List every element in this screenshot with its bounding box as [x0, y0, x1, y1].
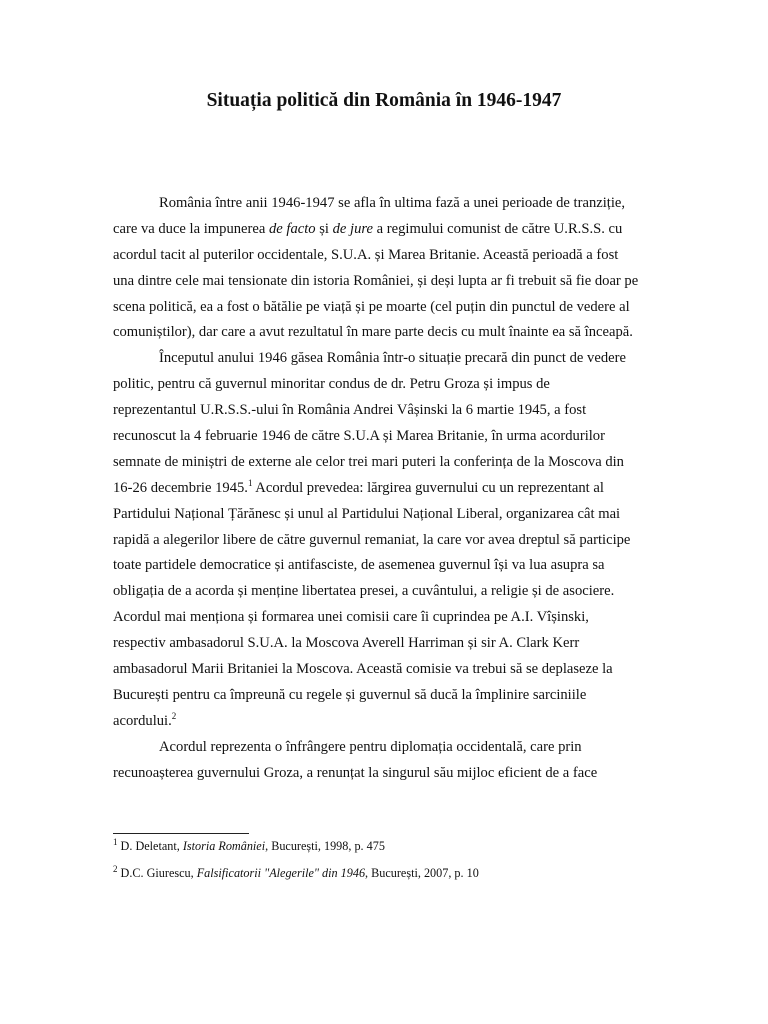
- text-run: Acordul reprezenta o înfrângere pentru diplomația occidentală, care prin: [159, 738, 582, 755]
- text-line: [113, 424, 658, 450]
- text-run: toate partidele democratice și antifasciste, de asemenea guvernul își va lua asupra sa: [113, 557, 605, 574]
- italic-text: Istoria României: [182, 839, 266, 853]
- text-line: [113, 243, 658, 269]
- text-run: , București, 1998, p. 475: [265, 839, 385, 853]
- text-line: [113, 761, 658, 787]
- text-run: recunoscut la 4 februarie 1946 de către S.U.A și Marea Britanie, în urma acordurilor: [113, 428, 605, 445]
- text-line: [113, 605, 658, 631]
- text-line: [113, 295, 658, 321]
- text-line: [113, 217, 658, 243]
- text-line: [113, 346, 658, 372]
- text-run: semnate de miniștri de externe ale celor trei mari puteri la conferința de la Moscova din: [113, 453, 624, 470]
- page-title: Situația politică din România în 1946-1947: [206, 90, 562, 111]
- footnote-ref: 1: [247, 477, 253, 488]
- body-text: [113, 191, 658, 786]
- text-run: Acordul mai menționa și formarea unei comisii care îi cuprindea pe A.I. Vîșinski,: [113, 609, 589, 626]
- text-line: [113, 657, 658, 683]
- text-run: România între anii 1946-1947 se afla în ultima fază a unei perioade de tranziție,: [159, 195, 626, 211]
- footnote-ref: 2: [171, 710, 177, 721]
- footnote-number: 1: [113, 837, 118, 847]
- footnote: [113, 839, 658, 854]
- text-run: care va duce la impunerea: [113, 220, 269, 237]
- footnote-number: 2: [113, 864, 118, 874]
- footnote: [113, 866, 658, 881]
- text-line: [113, 553, 658, 579]
- text-line: [113, 579, 658, 605]
- text-line: [113, 735, 658, 761]
- text-run: București pentru ca împreună cu regele și guvernul să ducă la împlinire sarciniile: [113, 686, 587, 703]
- text-run: Partidului Național Țărănesc și unul al Partidului Național Liberal, organizarea cât mai: [113, 505, 621, 522]
- text-line: [113, 476, 658, 502]
- text-run: recunoașterea guvernului Groza, a renunțat la singurul său mijloc eficient de a face: [113, 764, 598, 781]
- text-run: acordul tacit al puterilor occidentale, S.U.A. și Marea Britanie. Această perioadă a fost: [113, 246, 619, 263]
- text-run: 16-26 decembrie 1945.: [113, 479, 248, 496]
- text-line: [113, 528, 658, 554]
- text-line: [113, 683, 658, 709]
- text-line: [113, 450, 658, 476]
- text-run: obligația de a acorda și menține libertatea presei, a cuvântului, a religie și de asociere.: [113, 583, 615, 600]
- text-run: D.C. Giurescu,: [117, 866, 197, 880]
- italic-text: de facto: [268, 220, 316, 237]
- text-run: scena politică, ea a fost o bătălie pe viață și pe moarte (cel puțin din punctul de vedere al: [113, 298, 630, 315]
- text-line: [113, 372, 658, 398]
- text-line: [113, 320, 658, 346]
- text-run: Acordul prevedea: lărgirea guvernului cu un reprezentant al: [252, 479, 604, 496]
- footnotes: [113, 833, 658, 893]
- text-run: acordului.: [113, 712, 172, 729]
- text-line: [113, 631, 658, 657]
- text-run: a regimului comunist de către U.R.S.S. cu: [373, 220, 623, 237]
- text-run: una dintre cele mai tensionate din istoria României, și deși lupta ar fi trebuit să fie doar pe: [113, 272, 639, 289]
- text-run: ambasadorul Marii Britaniei la Moscova. Această comisie va trebui să se deplaseze la: [113, 661, 613, 678]
- footnote-separator: [113, 833, 249, 834]
- text-line: [113, 398, 658, 424]
- text-run: rapidă a alegerilor libere de către guvernul remaniat, la care vor avea dreptul să participe: [113, 531, 631, 548]
- text-run: respectiv ambasadorul S.U.A. la Moscova Averell Harriman și sir A. Clark Kerr: [113, 635, 580, 652]
- text-line: [113, 191, 658, 217]
- text-run: D. Deletant,: [117, 839, 183, 853]
- text-run: comuniștilor), dar care a avut rezultatul în mare parte decis cu mult înainte ea să înceapă.: [113, 324, 633, 341]
- text-run: , București, 2007, p. 10: [365, 866, 479, 880]
- text-run: reprezentantul U.R.S.S.-ului în România Andrei Vâșinski la 6 martie 1945, a fost: [113, 402, 587, 419]
- text-run: și: [315, 220, 333, 237]
- italic-text: de jure: [332, 220, 374, 237]
- text-line: [113, 709, 658, 735]
- italic-text: Falsificatorii "Alegerile" din 1946: [196, 866, 366, 880]
- text-line: [113, 269, 658, 295]
- text-run: politic, pentru că guvernul minoritar condus de dr. Petru Groza și impus de: [113, 376, 550, 393]
- text-run: Începutul anului 1946 găsea România într-o situație precară din punct de vedere: [159, 350, 626, 367]
- text-line: [113, 502, 658, 528]
